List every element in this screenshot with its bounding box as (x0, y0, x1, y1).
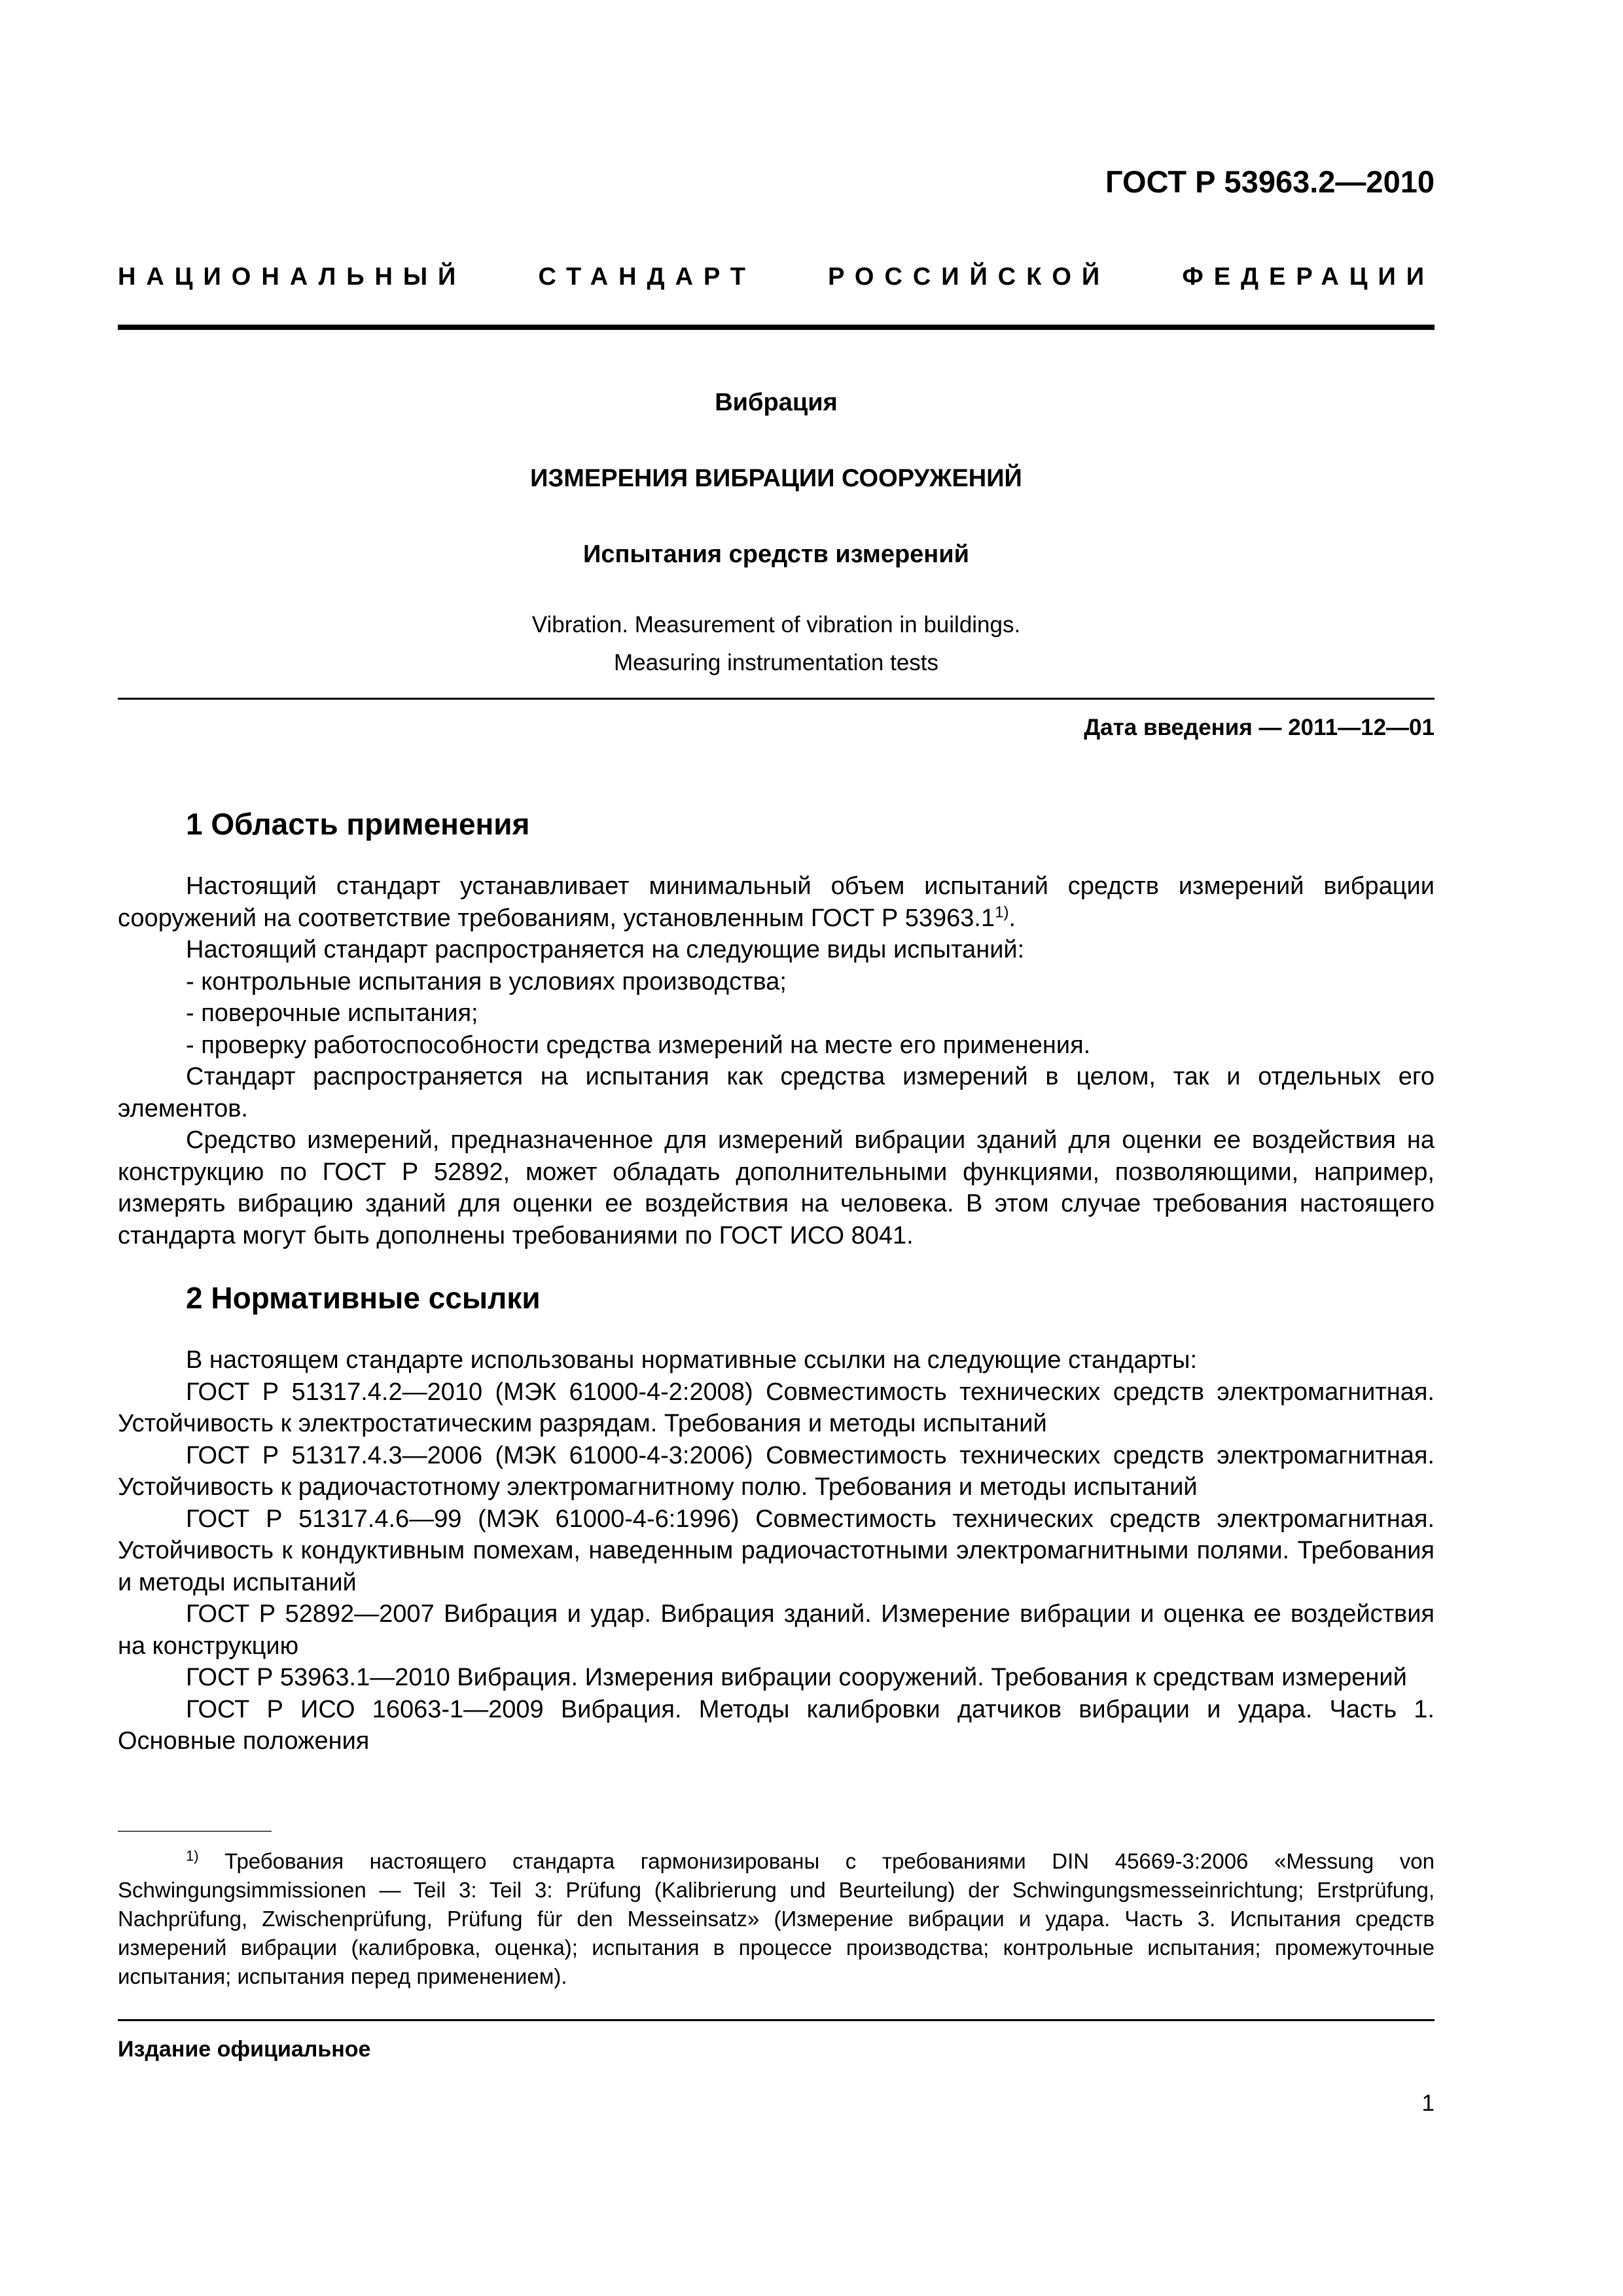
document-page (118, 0, 1435, 2296)
section-1-paragraph-4: Средство измерений, предназначенное для измерений вибрации зданий для оценки ее воздействия на конструкцию по ГОСТ Р 52892, может обладать дополнительными функциями, позволяющими, например, измерять вибрацию зданий для оценки ее воздействия на человека. В этом случае требования настоящего стандарта могут быть дополнены требованиями по ГОСТ ИСО 8041. (118, 1126, 1435, 1249)
official-edition-label: Издание официальное (118, 2037, 371, 2062)
document-body (118, 804, 1435, 1757)
header-word-national: НАЦИОНАЛЬНЫЙ (118, 263, 467, 291)
section-2-body (118, 1344, 1435, 1757)
footnote-text: Требования настоящего стандарта гармонизированы с требованиями DIN 45669-3:2006 «Messung von Schwingungsimmissionen — Teil 3: Teil 3: Prüfung (Kalibrierung und Beurteilung) der Schwingungsmesseinrichtung; Erstprüfung, Nachprüfung, Zwischenprüfung, Prüfung für den Messeinsatz» (Измерение вибрации и удара. Часть 3. Испытания средств измерений вибрации (калибровка, оценка); испытания в процессе производства; контрольные испытания; промежуточные испытания; испытания перед применением). (118, 1849, 1435, 1988)
section-1-body (118, 870, 1435, 1251)
sub-title: Испытания средств измерений (583, 541, 969, 568)
title-divider (118, 698, 1435, 700)
introduction-date: Дата введения — 2011—12—01 (1084, 715, 1435, 740)
list-item: - проверку работоспособности средства измерений на месте его применения. (186, 1031, 1091, 1059)
section-1-paragraph-2: Настоящий стандарт распространяется на следующие виды испытаний: (186, 936, 1025, 963)
topic-title: Вибрация (715, 389, 838, 416)
reference-item: ГОСТ Р 51317.4.6—99 (МЭК 61000-4-6:1996) Совместимость технических средств электромагнитная. Устойчивость к кондуктивным помехам, наведенным радиочастотными электромагнитными полями. Требования и методы испытаний (118, 1505, 1435, 1596)
header-word-federation: ФЕДЕРАЦИИ (1182, 263, 1435, 291)
section-1-heading: 1 Область применения (186, 807, 530, 841)
reference-item: ГОСТ Р ИСО 16063-1—2009 Вибрация. Методы калибровки датчиков вибрации и удара. Часть 1. Основные положения (118, 1695, 1435, 1755)
section-1-paragraph-1-text: Настоящий стандарт устанавливает минимальный объем испытаний средств измерений вибрации сооружений на соответствие требованиям, установленным ГОСТ Р 53963.1 (118, 872, 1435, 932)
header-word-standard: СТАНДАРТ (538, 263, 756, 291)
page-number: 1 (1421, 2090, 1435, 2116)
english-title (118, 606, 1435, 682)
header-divider (118, 325, 1435, 330)
list-item: - поверочные испытания; (186, 999, 478, 1027)
section-1-paragraph-3: Стандарт распространяется на испытания как средства измерений в целом, так и отдельных его элементов. (118, 1063, 1435, 1122)
reference-item: ГОСТ Р 51317.4.2—2010 (МЭК 61000-4-2:2008) Совместимость технических средств электромагнитная. Устойчивость к электростатическим разрядам. Требования и методы испытаний (118, 1378, 1435, 1437)
section-1-paragraph-1 (118, 870, 1435, 934)
section-2-intro: В настоящем стандарте использованы нормативные ссылки на следующие стандарты: (186, 1346, 1198, 1374)
document-number: ГОСТ Р 53963.2—2010 (1105, 164, 1435, 199)
national-standard-header (118, 263, 1435, 291)
footnote-marker: 1) (186, 1848, 199, 1864)
footer-divider (118, 2019, 1435, 2021)
footnote-reference: 1) (995, 903, 1009, 921)
main-title: ИЗМЕРЕНИЯ ВИБРАЦИИ СООРУЖЕНИЙ (530, 465, 1022, 492)
title-block (118, 386, 1435, 682)
list-item: - контрольные испытания в условиях производства; (186, 967, 787, 996)
reference-item: ГОСТ Р 51317.4.3—2006 (МЭК 61000-4-3:2006) Совместимость технических средств электромагнитная. Устойчивость к радиочастотному электромагнитному полю. Требования и методы испытаний (118, 1441, 1435, 1501)
reference-item: ГОСТ Р 52892—2007 Вибрация и удар. Вибрация зданий. Измерение вибрации и оценка ее воздействия на конструкцию (118, 1600, 1435, 1660)
section-2-heading: 2 Нормативные ссылки (186, 1281, 541, 1315)
english-title-line-1: Vibration. Measurement of vibration in buildings. (531, 612, 1021, 637)
header-word-russian: РОССИЙСКОЙ (828, 263, 1111, 291)
footnote-separator (118, 1831, 272, 1832)
reference-item: ГОСТ Р 53963.1—2010 Вибрация. Измерения вибрации сооружений. Требования к средствам измерений (186, 1664, 1407, 1691)
section-1-paragraph-1-end: . (1008, 904, 1016, 932)
english-title-line-2: Measuring instrumentation tests (613, 650, 939, 675)
footnote (118, 1847, 1435, 1991)
